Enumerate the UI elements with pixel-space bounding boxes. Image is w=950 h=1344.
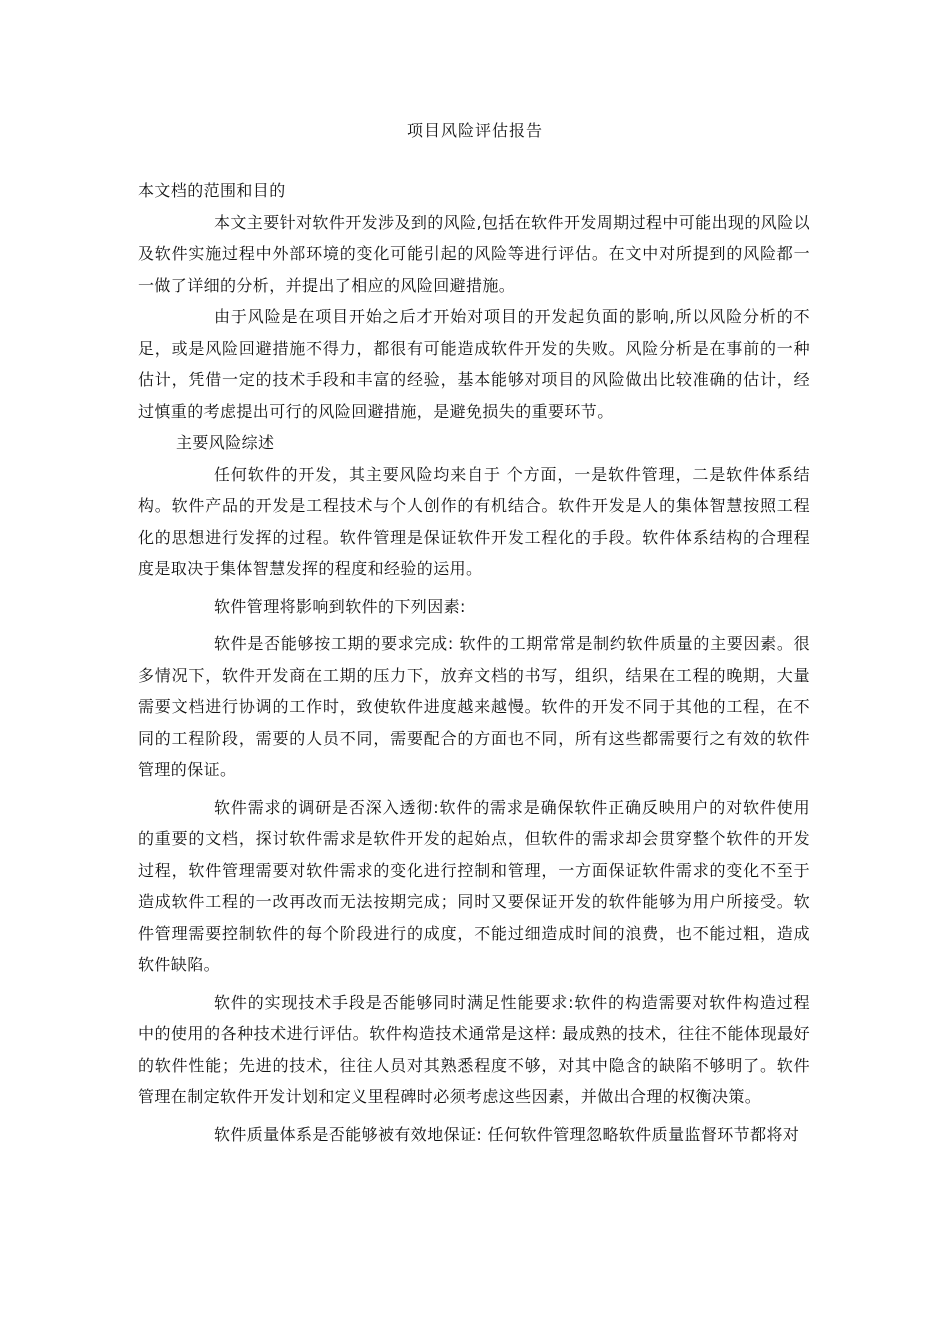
document-body: [138, 175, 810, 1150]
paragraph: 软件是否能够按工期的要求完成: 软件的工期常常是制约软件质量的主要因素。很多情况下，软件开发商在工期的压力下，放弃文档的书写，组织，结果在工程的晚期，大量需要文档进行协调的工作时，致使软件进度越来越慢。软件的开发不同于其他的工程，在不同的工程阶段，需要的人员不同，需要配合的方面也不同，所有这些都需要行之有效的软件管理的保证。: [138, 634, 810, 779]
section-heading-risk-overview: 主要风险综述: [176, 433, 275, 452]
paragraph: 软件的实现技术手段是否能够同时满足性能要求:软件的构造需要对软件构造过程中的使用的各种技术进行评估。软件构造技术通常是这样: 最成熟的技术，往往不能体现最好的软件性能；先进的技术，往往人员对其熟悉程度不够，对其中隐含的缺陷不够明了。软件管理在制定软件开发计划和定义里程碑时必须考虑这些因素，并做出合理的权衡决策。: [138, 992, 810, 1106]
document-title: 项目风险评估报告: [406, 121, 543, 140]
paragraph: 软件需求的调研是否深入透彻:软件的需求是确保软件正确反映用户的对软件使用的重要的文档，探讨软件需求是软件开发的起始点，但软件的需求却会贯穿整个软件的开发过程，软件管理需要对软件需求的变化进行控制和管理，一方面保证软件需求的变化不至于造成软件工程的一改再改而无法按期完成；同时又要保证开发的软件能够为用户所接受。软件管理需要控制软件的每个阶段进行的成度，不能过细造成时间的浪费，也不能过粗，造成软件缺陷。: [138, 797, 810, 974]
paragraph: 本文主要针对软件开发涉及到的风险,包括在软件开发周期过程中可能出现的风险以及软件实施过程中外部环境的变化可能引起的风险等进行评估。在文中对所提到的风险都一一做了详细的分析，并提出了相应的风险回避措施。: [138, 212, 810, 295]
paragraph: 任何软件的开发，其主要风险均来自于 个方面，一是软件管理，二是软件体系结构。软件产品的开发是工程技术与个人创作的有机结合。软件开发是人的集体智慧按照工程化的思想进行发挥的过程。软件管理是保证软件开发工程化的手段。软件体系结构的合理程度是取决于集体智慧发挥的程度和经验的运用。: [138, 464, 810, 578]
paragraph: 软件质量体系是否能够被有效地保证: 任何软件管理忽略软件质量监督环节都将对: [214, 1124, 800, 1144]
paragraph: 由于风险是在项目开始之后才开始对项目的开发起负面的影响,所以风险分析的不足，或是风险回避措施不得力，都很有可能造成软件开发的失败。风险分析是在事前的一种估计，凭借一定的技术手段和丰富的经验，基本能够对项目的风险做出比较准确的估计，经过慎重的考虑提出可行的风险回避措施，是避免损失的重要环节。: [138, 307, 810, 421]
section-heading-scope: 本文档的范围和目的: [138, 181, 286, 200]
paragraph: 软件管理将影响到软件的下列因素:: [214, 596, 466, 616]
